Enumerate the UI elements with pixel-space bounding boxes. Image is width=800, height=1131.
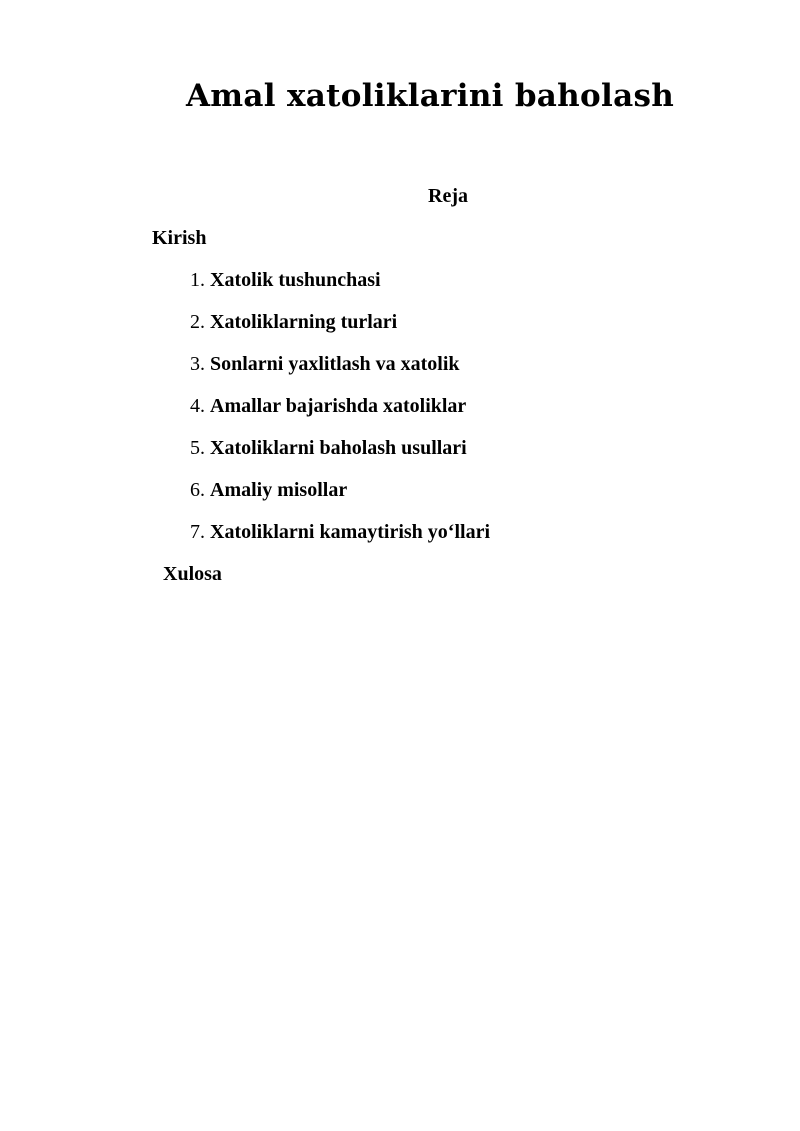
plan-item-label: Xatoliklarning turlari (210, 311, 398, 333)
plan-item-number: 7. (190, 521, 205, 543)
plan-item-label: Amaliy misollar (210, 479, 348, 501)
plan-item-number: 1. (190, 269, 205, 291)
plan-item-label: Amallar bajarishda xatoliklar (210, 395, 467, 417)
plan-heading: Reja (428, 185, 468, 207)
plan-item-label: Xatolik tushunchasi (210, 269, 381, 291)
plan-item-number: 5. (190, 437, 205, 459)
plan-item-label: Sonlarni yaxlitlash va xatolik (210, 353, 460, 375)
intro-heading: Kirish (152, 227, 207, 249)
plan-item-label: Xatoliklarni kamaytirish yo‘llari (210, 521, 490, 543)
plan-item-number: 3. (190, 353, 205, 375)
plan-item-number: 4. (190, 395, 205, 417)
plan-item-number: 2. (190, 311, 205, 333)
conclusion-heading: Xulosa (163, 563, 222, 585)
document-title: Amal xatoliklarini baholash (185, 78, 675, 114)
plan-item-number: 6. (190, 479, 205, 501)
plan-item-label: Xatoliklarni baholash usullari (210, 437, 467, 459)
